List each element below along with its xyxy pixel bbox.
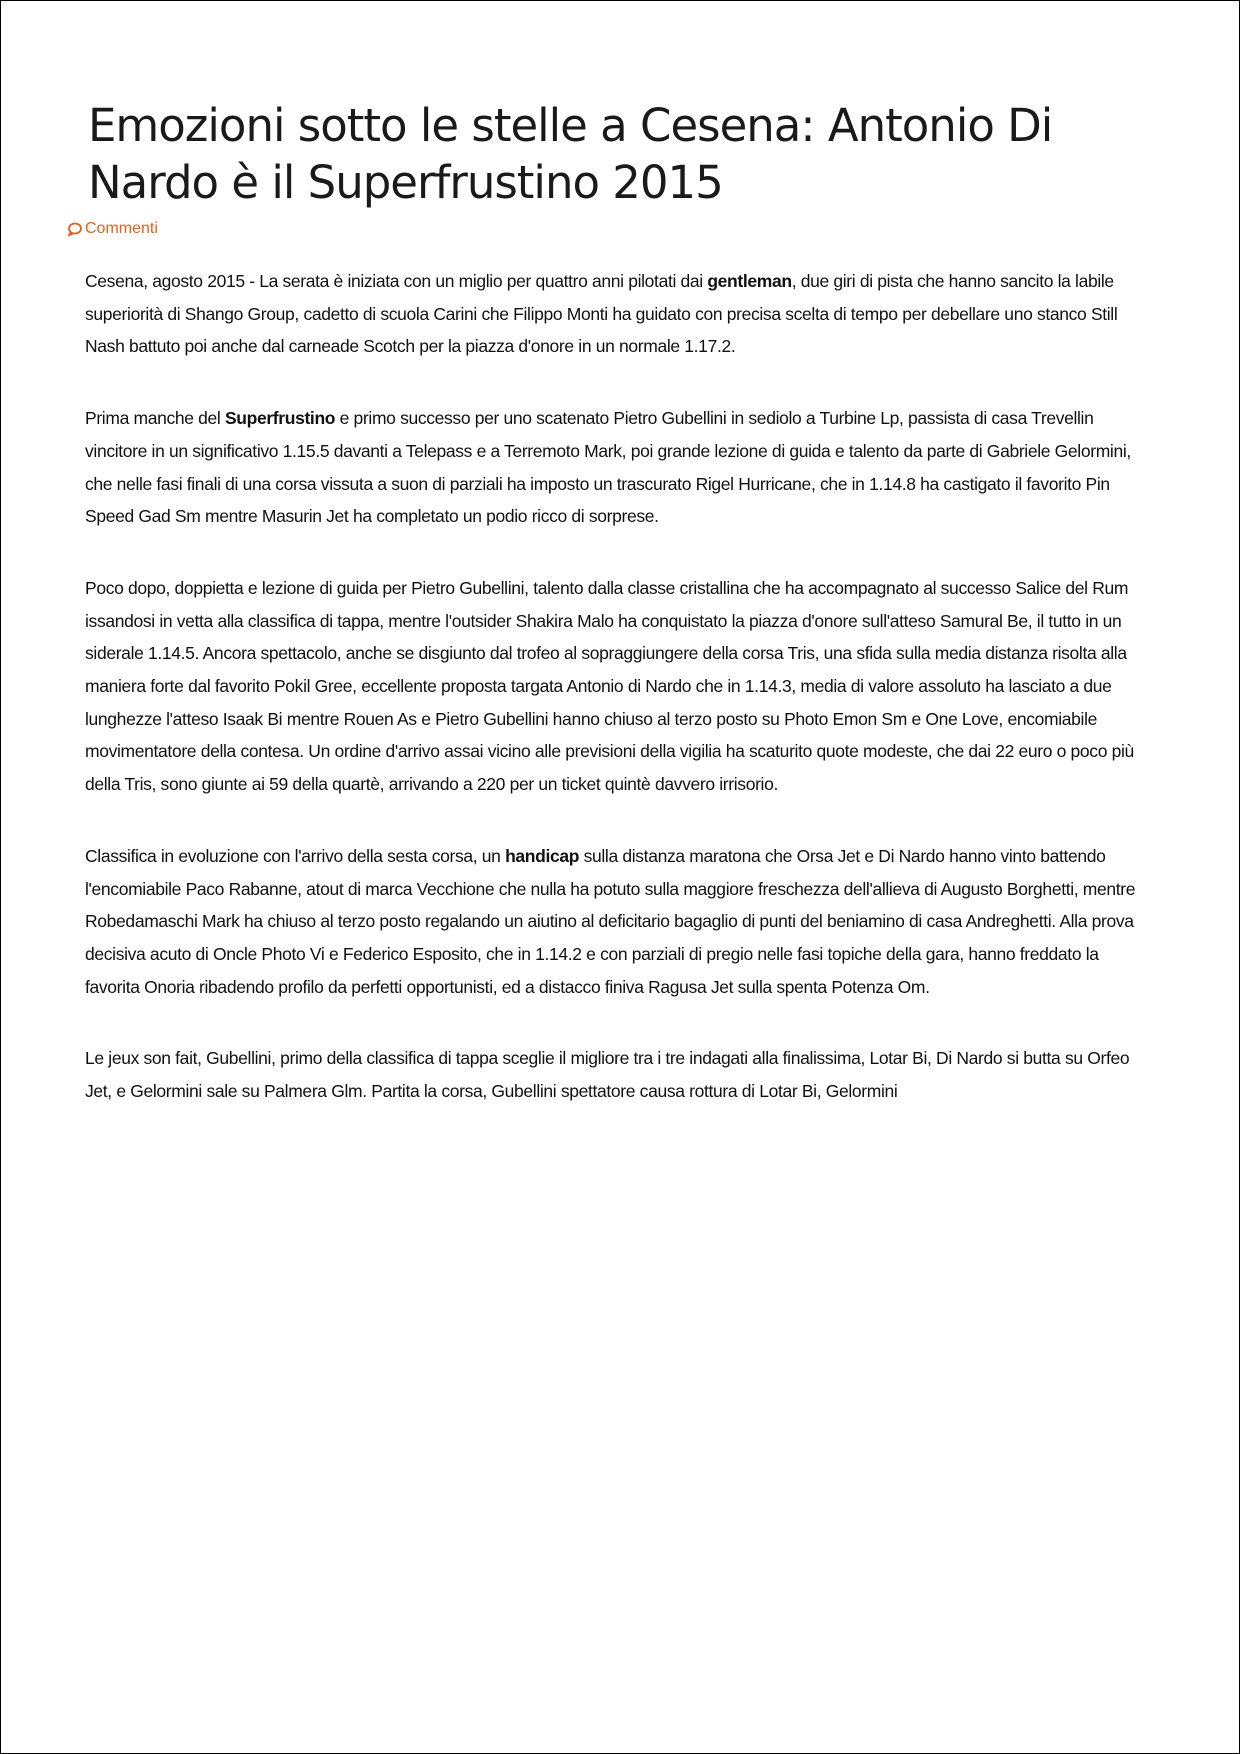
article-title: Emozioni sotto le stelle a Cesena: Antonio Di Nardo è il Superfrustino 2015: [88, 99, 1053, 209]
bold-term: Superfrustino: [224, 408, 336, 429]
article-body: [85, 265, 1157, 1147]
comments-link[interactable]: [67, 219, 158, 239]
bold-term: handicap: [505, 845, 580, 866]
article-paragraph: Prima manche del Superfrustino e primo successo per uno scatenato Pietro Gubellini in sediolo a Turbine Lp, passista di casa Trevellin vincitore in un significativo 1.15.5 davanti a Telepass e a Terremoto Mark, poi grande lezione di guida e talento da parte di Gabriele Gelormini, che nelle fasi finali di una corsa vissuta a suon di parziali ha imposto un trascurato Rigel Hurricane, che in 1.14.8 ha castigato il favorito Pin Speed Gad Sm mentre Masurin Jet ha completato un podio ricco di sorprese.: [85, 408, 1131, 527]
article-paragraph: Poco dopo, doppietta e lezione di guida per Pietro Gubellini, talento dalla classe cristallina che ha accompagnato al successo Salice del Rum issandosi in vetta alla classifica di tappa, mentre l'outsider Shakira Malo ha conquistato la piazza d'onore sull'atteso Samural Be, il tutto in un siderale 1.14.5. Ancora spettacolo, anche se disgiunto dal trofeo al sopraggiungere della corsa Tris, una sfida sulla media distanza risolta alla maniera forte dal favorito Pokil Gree, eccellente proposta targata Antonio di Nardo che in 1.14.3, media di valore assoluto ha lasciato a due lunghezze l'atteso Isaak Bi mentre Rouen As e Pietro Gubellini hanno chiuso al terzo posto su Photo Emon Sm e One Love, encomiabile movimentatore della contesa. Un ordine d'arrivo assai vicino alle previsioni della vigilia ha scaturito quote modeste, che dai 22 euro o poco più della Tris, sono giunte ai 59 della quartè, arrivando a 220 per un ticket quintè davvero irrisorio.: [85, 577, 1134, 795]
article-paragraph: Le jeux son fait, Gubellini, primo della classifica di tappa sceglie il migliore tra i tre indagati alla finalissima, Lotar Bi, Di Nardo si butta su Orfeo Jet, e Gelormini sale su Palmera Glm. Partita la corsa, Gubellini spettatore causa rottura di Lotar Bi, Gelormini: [85, 1048, 1130, 1102]
bold-term: gentleman: [707, 271, 792, 291]
comments-label: Commenti: [85, 220, 158, 237]
speech-bubble-icon: [67, 222, 82, 237]
article-paragraph: Cesena, agosto 2015 - La serata è iniziata con un miglio per quattro anni pilotati dai gentleman, due giri di pista che hanno sancito la labile superiorità di Shango Group, cadetto di scuola Carini che Filippo Monti ha guidato con precisa scelta di tempo per debellare uno stanco Still Nash battuto poi anche dal carneade Scotch per la piazza d'onore in un normale 1.17.2.: [85, 271, 1118, 357]
article-paragraph: Classifica in evoluzione con l'arrivo della sesta corsa, un handicap sulla distanza maratona che Orsa Jet e Di Nardo hanno vinto battendo l'encomiabile Paco Rabanne, atout di marca Vecchione che nulla ha potuto sulla maggiore freschezza dell'allieva di Augusto Borghetti, mentre Robedamaschi Mark ha chiuso al terzo posto regalando un aiutino al deficitario bagaglio di punti del beniamino di casa Andreghetti. Alla prova decisiva acuto di Oncle Photo Vi e Federico Esposito, che in 1.14.2 e con parziali di pregio nelle fasi topiche della gara, hanno freddato la favorita Onoria ribadendo profilo da perfetti opportunisti, ed a distacco finiva Ragusa Jet sulla spenta Potenza Om.: [85, 845, 1136, 997]
